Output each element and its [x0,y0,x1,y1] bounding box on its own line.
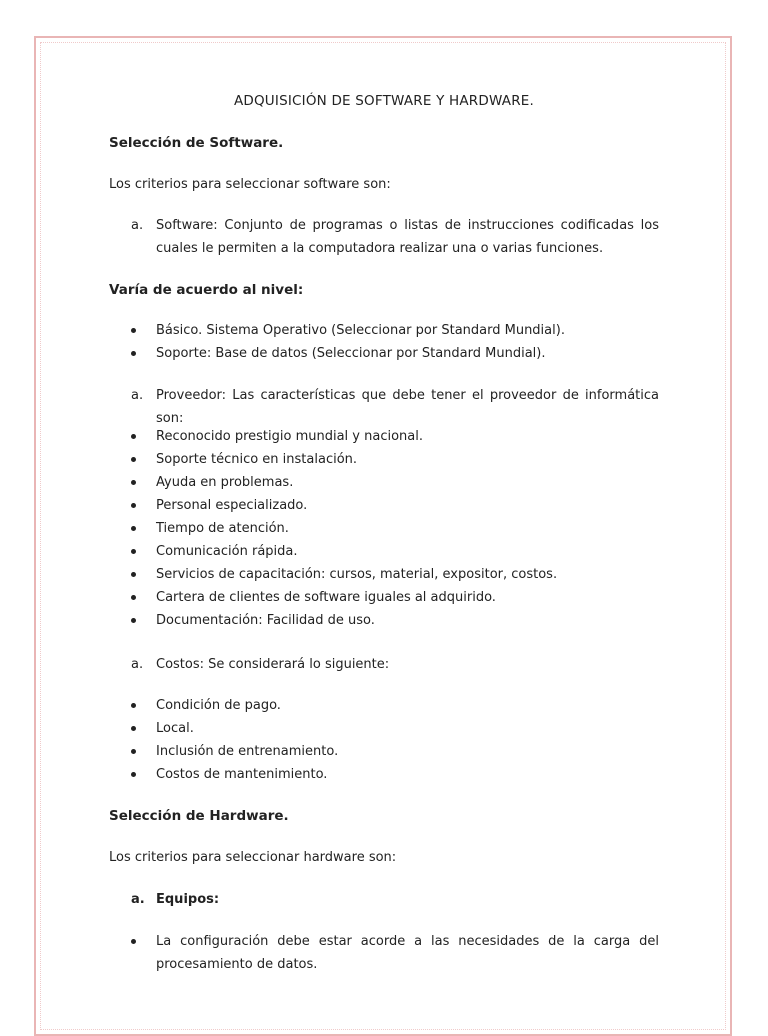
bullet-icon [131,503,136,508]
level-heading: Varía de acuerdo al nivel: [109,282,304,298]
item-software-text: Software: Conjunto de programas o listas de instrucciones codificadas los cuales le permiten a la computadora realizar una o varias funciones. [156,218,659,256]
item-costs [131,653,659,676]
list-item: Reconocido prestigio mundial y nacional. [109,425,659,448]
list-item: Comunicación rápida. [109,540,659,563]
cost-bullet-list [109,694,659,786]
bullet-icon [131,526,136,531]
bullet-icon [131,939,136,944]
hardware-heading: Selección de Hardware. [109,808,289,824]
document-title: ADQUISICIÓN DE SOFTWARE Y HARDWARE. [233,93,535,109]
bullet-icon [131,549,136,554]
list-item: Ayuda en problemas. [109,471,659,494]
item-costs-marker: a. [131,657,144,672]
list-item: Soporte: Base de datos (Seleccionar por Standard Mundial). [109,342,659,365]
bullet-icon [131,328,136,333]
hardware-intro: Los criterios para seleccionar hardware son: [109,850,397,865]
list-item: Condición de pago. [109,694,659,717]
list-item: La configuración debe estar acorde a las necesidades de la carga del procesamiento de datos. [109,930,659,976]
list-item: Costos de mantenimiento. [109,763,659,786]
list-item: Inclusión de entrenamiento. [109,740,659,763]
bullet-icon [131,618,136,623]
list-item: Tiempo de atención. [109,517,659,540]
software-intro: Los criterios para seleccionar software son: [109,177,391,192]
equipment-bullet-list [109,930,659,976]
list-item: Básico. Sistema Operativo (Seleccionar por Standard Mundial). [109,319,659,342]
item-software-marker: a. [131,218,144,233]
list-item: Servicios de capacitación: cursos, material, expositor, costos. [109,563,659,586]
bullet-icon [131,772,136,777]
item-equipment-text: Equipos: [156,892,220,907]
bullet-icon [131,457,136,462]
list-item: Soporte técnico en instalación. [109,448,659,471]
item-provider [131,384,659,430]
bullet-icon [131,703,136,708]
item-provider-marker: a. [131,388,144,403]
bullet-icon [131,572,136,577]
bullet-icon [131,480,136,485]
bullet-icon [131,434,136,439]
item-provider-text: Proveedor: Las características que debe tener el proveedor de informática son: [156,388,659,426]
bullet-icon [131,726,136,731]
item-software [131,214,659,260]
list-item: Documentación: Facilidad de uso. [109,609,659,632]
list-item: Personal especializado. [109,494,659,517]
level-bullet-list [109,319,659,365]
software-heading: Selección de Software. [109,135,284,151]
list-item: Local. [109,717,659,740]
provider-bullet-list [109,425,659,632]
bullet-icon [131,351,136,356]
item-equipment [131,888,659,911]
item-equipment-marker: a. [131,892,145,907]
list-item: Cartera de clientes de software iguales al adquirido. [109,586,659,609]
bullet-icon [131,595,136,600]
bullet-icon [131,749,136,754]
item-costs-text: Costos: Se considerará lo siguiente: [156,657,390,672]
